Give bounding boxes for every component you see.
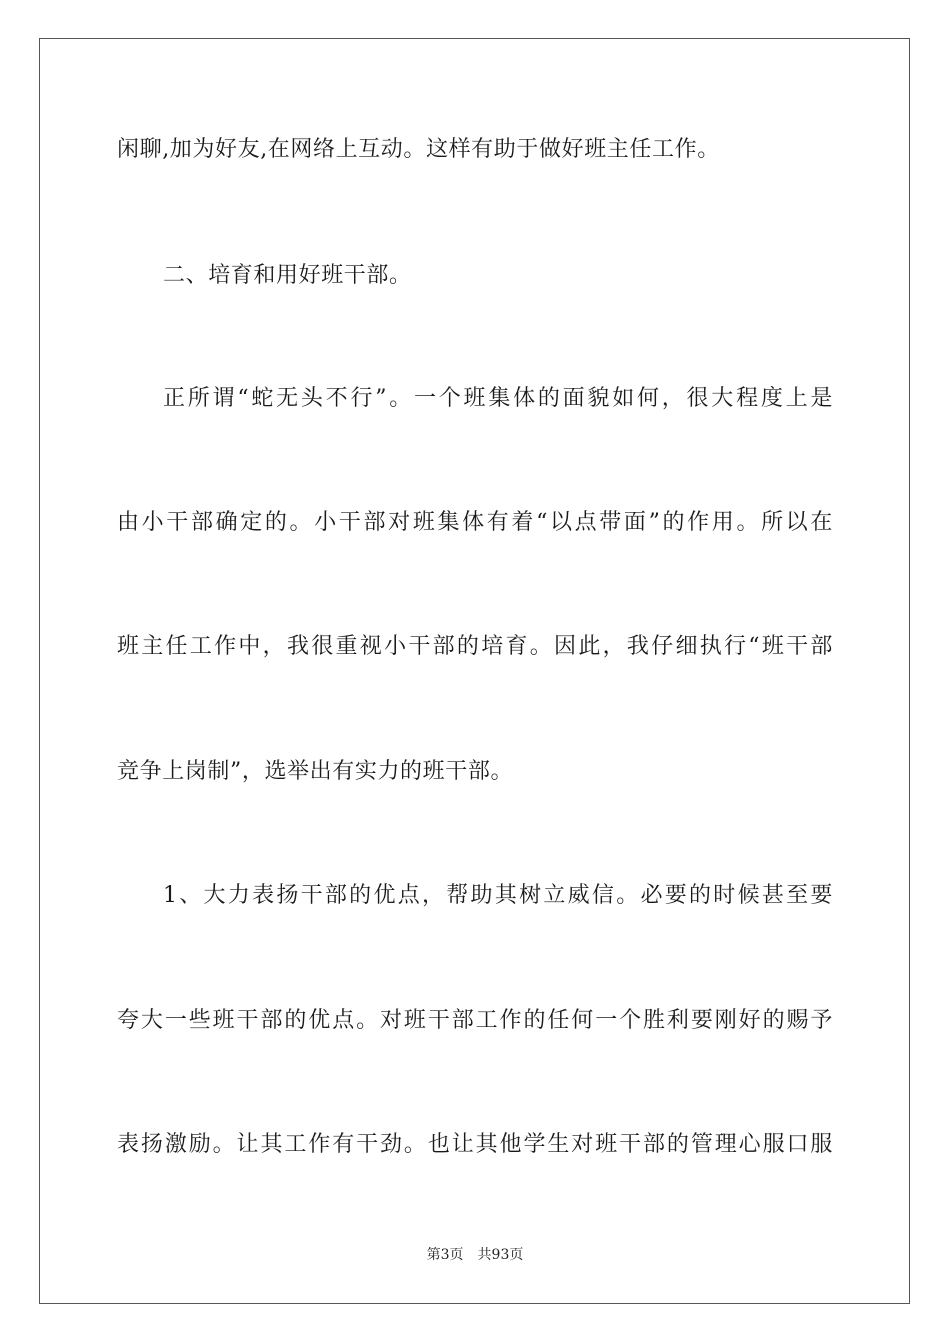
paragraph-line-4: 由小干部确定的。小干部对班集体有着“以点带面”的作用。所以在 <box>117 510 833 535</box>
paragraph-line-6: 竞争上岗制”，选举出有实力的班干部。 <box>117 759 514 784</box>
page-number: 第3页 <box>426 1247 464 1263</box>
paragraph-line-3: 正所谓“蛇无头不行”。一个班集体的面貌如何，很大程度上是 <box>163 386 833 411</box>
page-border <box>39 38 910 1304</box>
paragraph-line-5: 班主任工作中，我很重视小干部的培育。因此，我仔细执行“班干部 <box>117 634 833 659</box>
list-item-line-2: 夸大一些班干部的优点。对班干部工作的任何一个胜利要刚好的赐予 <box>117 1008 833 1033</box>
section-heading: 二、培育和用好班干部。 <box>163 263 412 288</box>
list-item-line-1: 1、大力表扬干部的优点，帮助其树立威信。必要的时候甚至要 <box>163 883 833 908</box>
page-total: 共93页 <box>477 1247 524 1263</box>
paragraph-line-1: 闲聊,加为好友,在网络上互动。这样有助于做好班主任工作。 <box>117 137 720 162</box>
page-footer <box>0 1246 950 1264</box>
list-item-line-3: 表扬激励。让其工作有干劲。也让其他学生对班干部的管理心服口服 <box>117 1132 833 1157</box>
